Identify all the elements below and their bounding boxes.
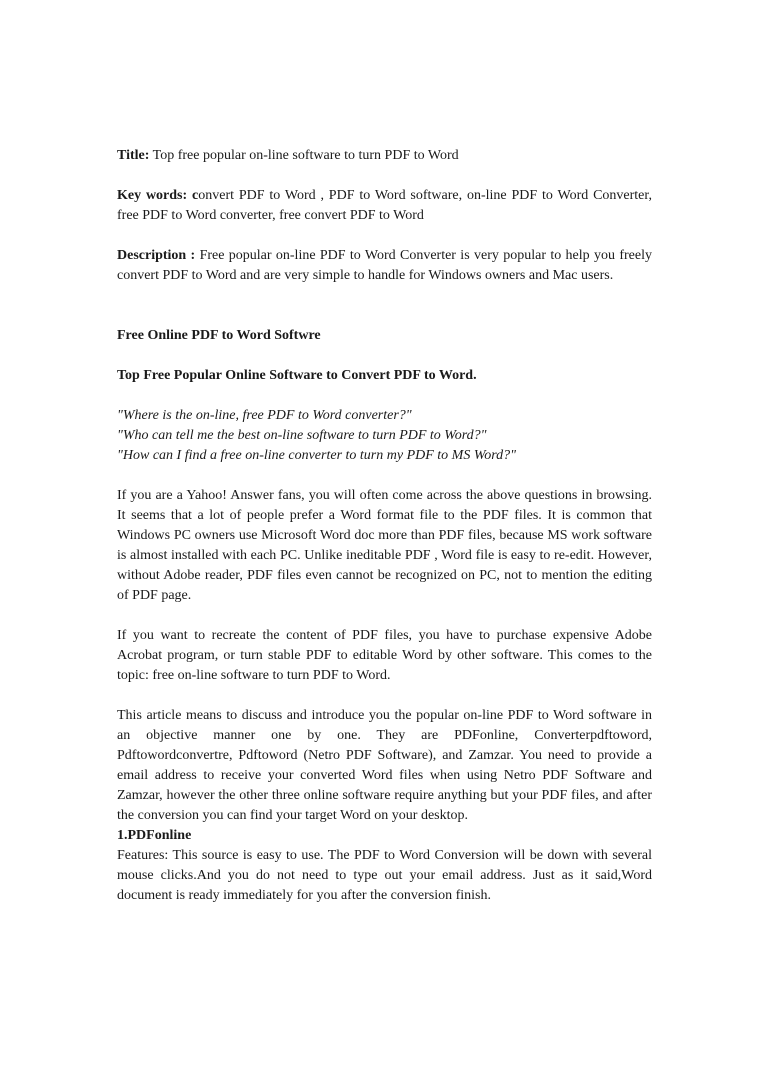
article-main-heading: Free Online PDF to Word Softwre bbox=[117, 328, 321, 343]
description-label: Description : bbox=[117, 248, 200, 263]
body-paragraph: If you want to recreate the content of PDF files, you have to purchase expensive Adobe Acrobat program, or turn stable PDF to editable Word by other software. This comes to the topic: free on-line software to turn PDF to Word. bbox=[117, 628, 652, 683]
section-features-pdfonline: Features: This source is easy to use. The PDF to Word Conversion will be down with several mouse clicks.And you do not need to type out your email address. Just as it said,Word document is ready immediately for you after the conversion finish. bbox=[117, 848, 652, 903]
quote-block bbox=[117, 406, 652, 466]
title-label: Title: bbox=[117, 148, 150, 163]
body-paragraph: This article means to discuss and introduce you the popular on-line PDF to Word software in an objective manner one by one. They are PDFonline, Converterpdftoword, Pdftowordconvertre, Pdftoword (Netro PDF Software), and Zamzar. You need to provide a email address to receive your converted Word files when using Netro PDF Software and Zamzar, however the other three online software require anything but your PDF files, and after the conversion you can find your target Word on your desktop. bbox=[117, 708, 652, 823]
body-paragraph: If you are a Yahoo! Answer fans, you will often come across the above questions in browsing. It seems that a lot of people prefer a Word format file to the PDF files. It is common that Windows PC owners use Microsoft Word doc more than PDF files, because MS work software is almost installed with each PC. Unlike ineditable PDF , Word file is easy to re-edit. However, without Adobe reader, PDF files even cannot be recognized on PC, not to mention the editing of PDF page. bbox=[117, 488, 652, 603]
section-title-pdfonline: 1.PDFonline bbox=[117, 828, 192, 843]
article-sub-heading: Top Free Popular Online Software to Convert PDF to Word. bbox=[117, 368, 477, 383]
title-line bbox=[117, 146, 652, 166]
quote-line: "How can I find a free on-line converter to turn my PDF to MS Word?" bbox=[117, 448, 517, 463]
keywords-label: Key words: c bbox=[117, 188, 199, 203]
keywords-text: onvert PDF to Word , PDF to Word software, on-line PDF to Word Converter, free PDF to Word converter, free convert PDF to Word bbox=[117, 188, 652, 223]
quote-line: "Who can tell me the best on-line software to turn PDF to Word?" bbox=[117, 428, 487, 443]
quote-line: "Where is the on-line, free PDF to Word converter?" bbox=[117, 408, 412, 423]
keywords-line bbox=[117, 186, 652, 226]
description-line bbox=[117, 246, 652, 286]
description-text: Free popular on-line PDF to Word Converter is very popular to help you freely convert PDF to Word and are very simple to handle for Windows owners and Mac users. bbox=[117, 248, 652, 283]
document-page bbox=[117, 146, 652, 906]
title-text: Top free popular on-line software to turn PDF to Word bbox=[149, 148, 459, 163]
